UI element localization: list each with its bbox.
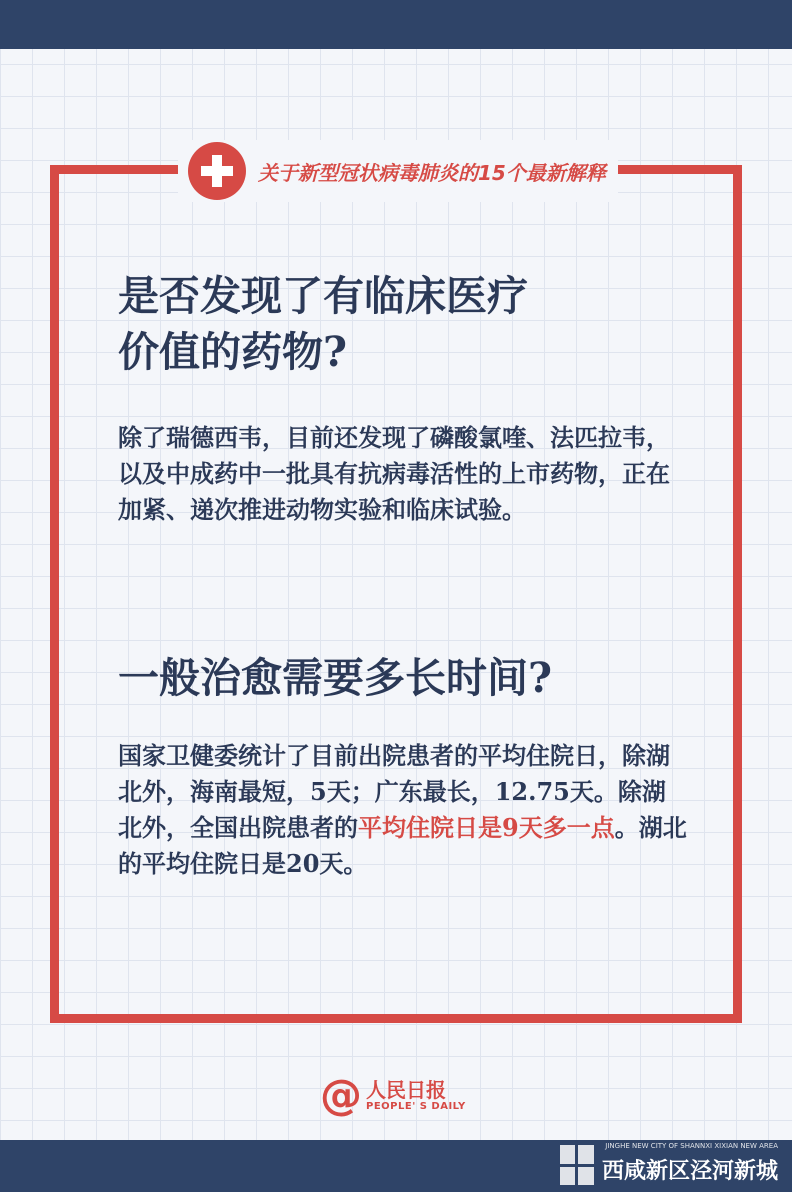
answer-1: 除了瑞德西韦，目前还发现了磷酸氯喹、法匹拉韦，以及中成药中一批具有抗病毒活性的上市药物，正在加紧、递次推进动物实验和临床试验。 bbox=[118, 423, 670, 524]
logo-name-cn: 人民日报 bbox=[366, 1077, 446, 1102]
footer-name-cn: 西咸新区泾河新城 bbox=[601, 1159, 778, 1184]
top-bar bbox=[0, 0, 792, 49]
answer-2-part2: 。湖北的平均住院日是20天。 bbox=[118, 813, 687, 878]
at-symbol-icon: @ bbox=[320, 1070, 362, 1119]
answer-2 bbox=[118, 738, 688, 882]
peoples-daily-logo bbox=[320, 1070, 466, 1119]
footer-texts bbox=[602, 1142, 778, 1185]
header-title: 关于新型冠状病毒肺炎的15个最新解释 bbox=[258, 160, 606, 185]
question-1-title-line2: 价值的药物? bbox=[118, 328, 348, 376]
logo-name-en: PEOPLE' S DAILY bbox=[366, 1100, 466, 1112]
answer-2-highlight: 平均住院日是9天多一点 bbox=[358, 813, 615, 842]
footer-logo bbox=[560, 1142, 778, 1185]
city-emblem-icon bbox=[560, 1145, 594, 1185]
answer-2-part1: 国家卫健委统计了目前出院患者的平均住院日，除湖北外，海南最短，5天；广东最长，12.75天。除湖北外，全国出院患者的 bbox=[118, 741, 670, 842]
header-label bbox=[178, 140, 618, 202]
logo-text bbox=[366, 1079, 466, 1112]
question-1-title-line1: 是否发现了有临床医疗 bbox=[118, 272, 528, 320]
bottom-bar bbox=[0, 1140, 792, 1192]
footer-name-en: JINGHE NEW CITY OF SHANNXI XIXIAN NEW AREA bbox=[605, 1142, 778, 1150]
question-1-title bbox=[118, 268, 678, 380]
question-2-title: 一般治愈需要多长时间? bbox=[118, 654, 553, 702]
plus-icon bbox=[188, 142, 246, 200]
